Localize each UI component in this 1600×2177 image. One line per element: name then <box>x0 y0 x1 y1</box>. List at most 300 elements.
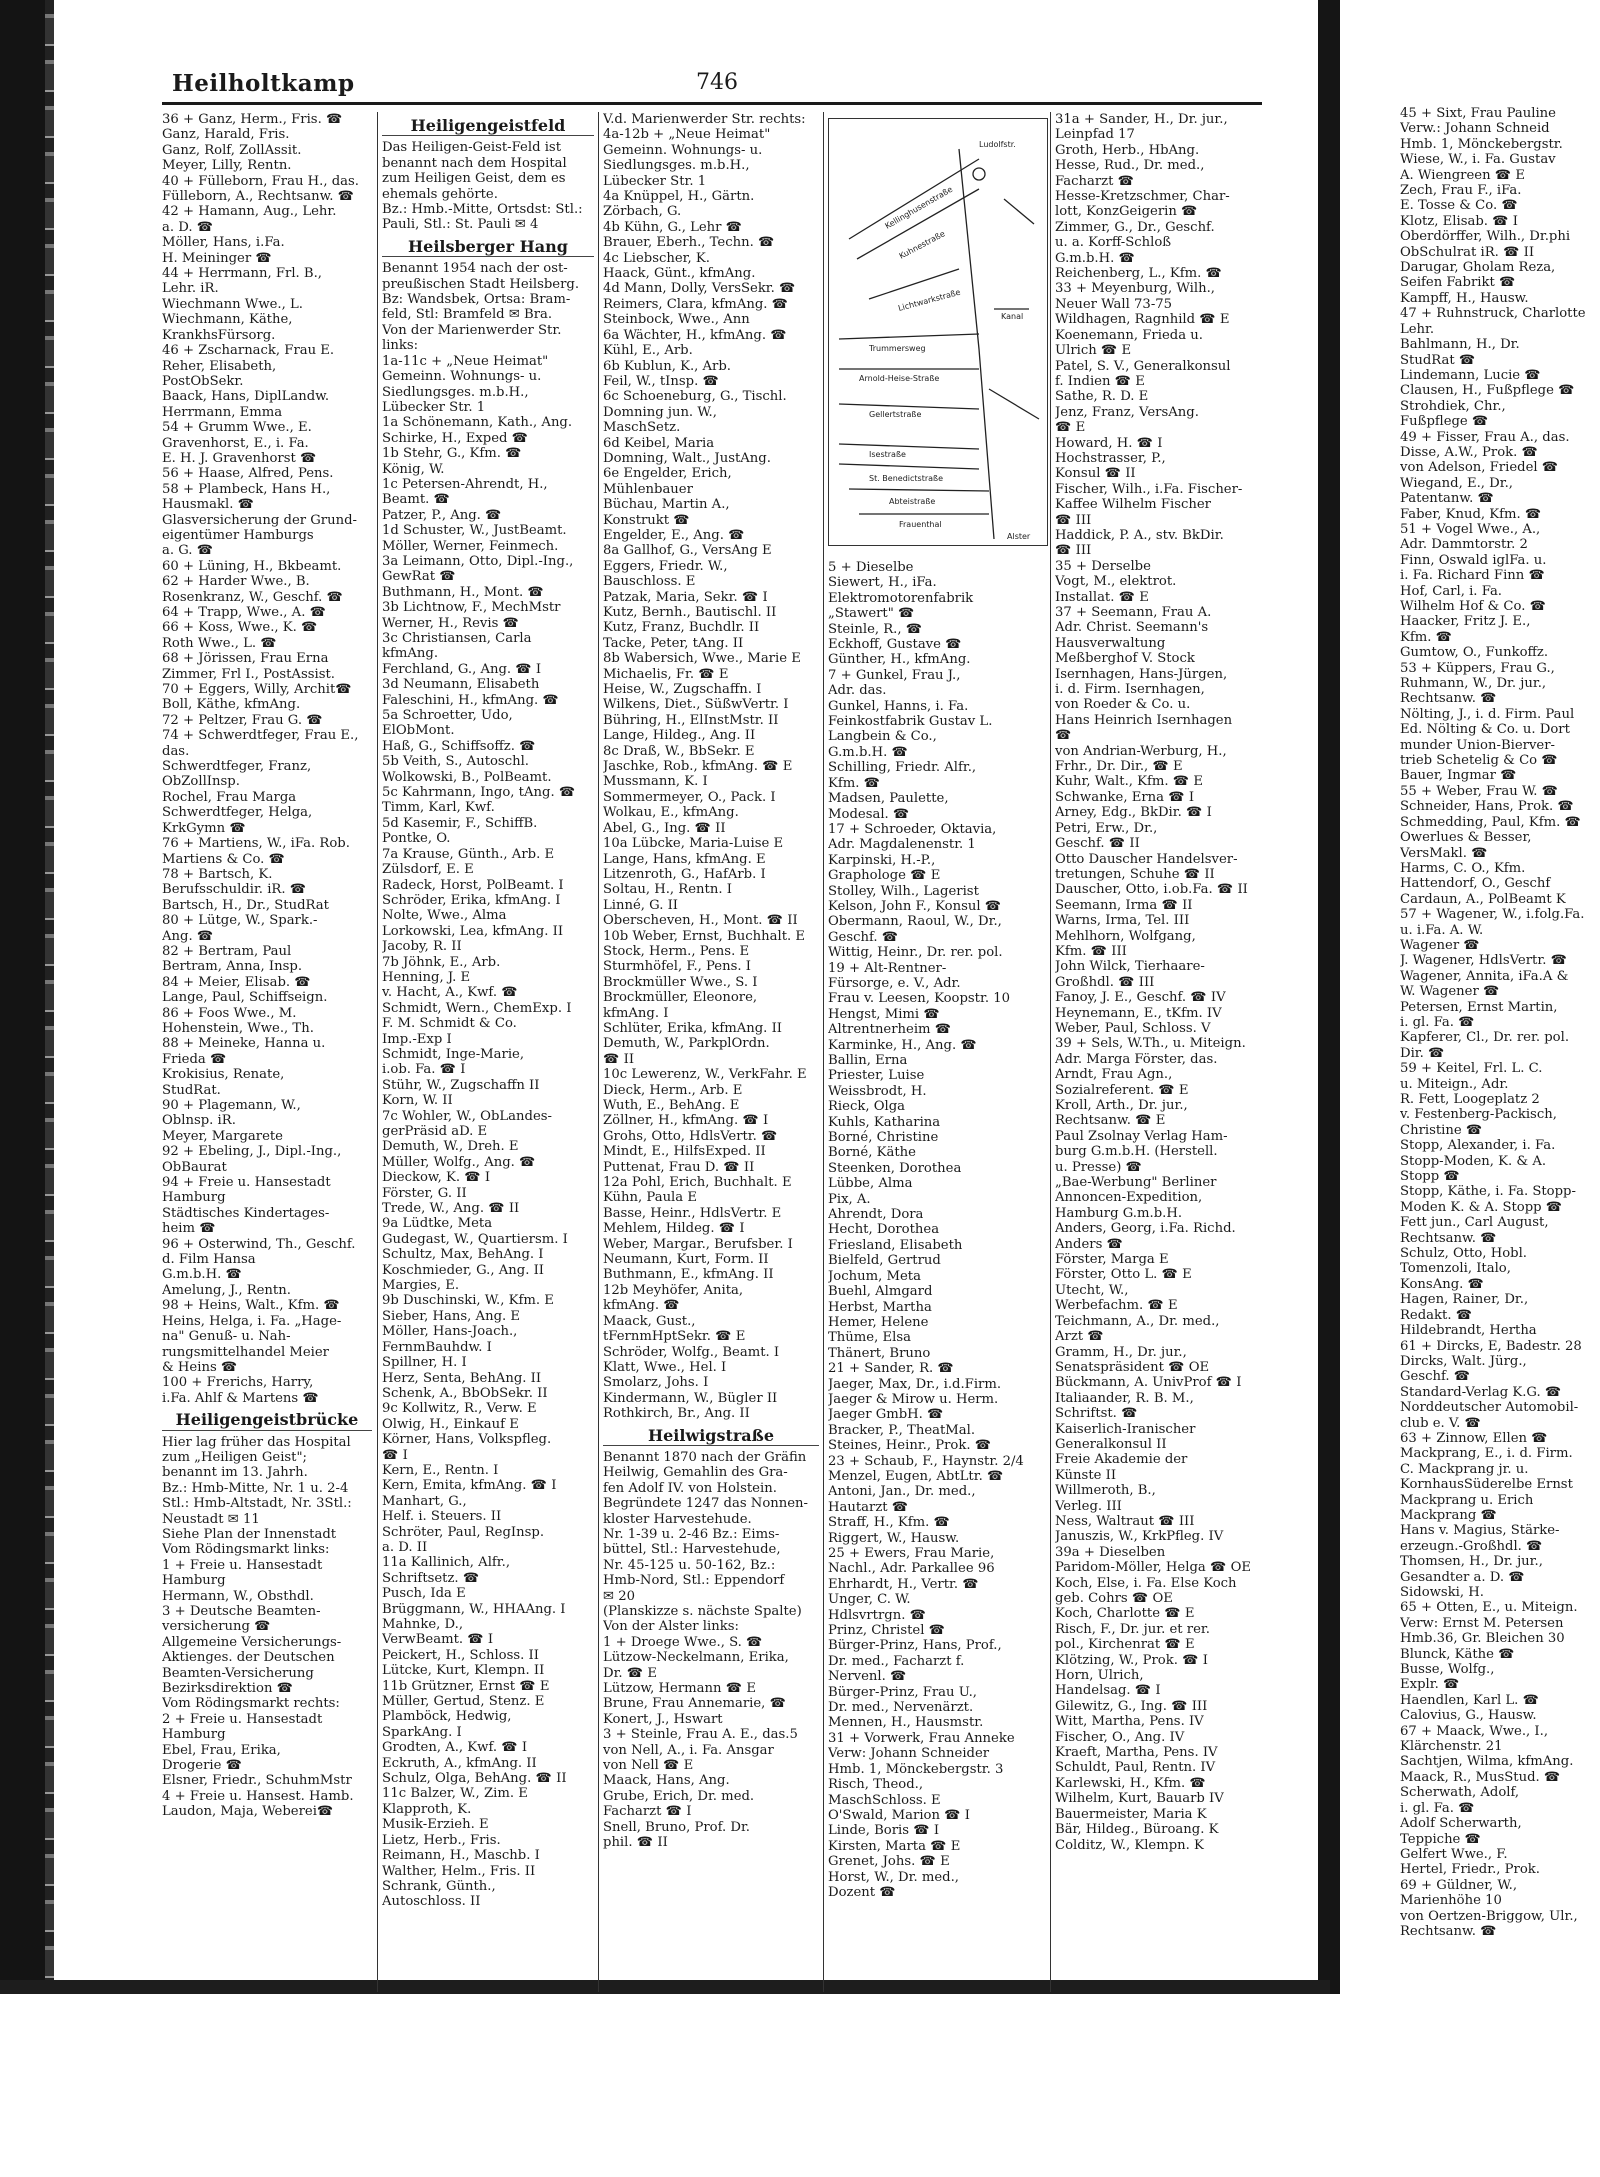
directory-entry: J. Wagener, HdlsVertr. ☎ <box>1400 953 1568 969</box>
directory-entry: Paul Zsolnay Verlag Ham- <box>1055 1128 1228 1144</box>
directory-entry: 47 + Ruhnstruck, Charlotte <box>1400 306 1586 322</box>
directory-entry: v. Hacht, A., Kwf. ☎ <box>382 985 518 1001</box>
directory-entry: Brüggmann, W., HHAAng. I <box>382 1601 566 1617</box>
directory-entry: Wiese, W., i. Fa. Gustav <box>1400 152 1556 168</box>
directory-entry: Norddeutscher Automobil- <box>1400 1400 1579 1416</box>
directory-entry: von Adelson, Friedel ☎ <box>1400 460 1559 476</box>
directory-entry: Verw.: Johann Schneid <box>1400 121 1550 137</box>
directory-entry: Wagener, Annita, iFa.A & <box>1400 968 1569 984</box>
directory-entry: Domning, Walt., JustAng. <box>603 450 771 466</box>
directory-entry: Hmb. 1, Mönckebergstr. 3 <box>828 1761 1004 1777</box>
directory-entry: Soltau, H., Rentn. I <box>603 882 732 898</box>
directory-entry: Hmb. 1, Mönckebergstr. <box>1400 136 1563 152</box>
directory-entry: u. Miteign., Adr. <box>1400 1076 1509 1092</box>
directory-entry: KrankhsFürsorg. <box>162 327 276 343</box>
directory-entry: Brockmüller Wwe., S. I <box>603 974 758 990</box>
directory-entry: Finn, Oswald iglFa. u. <box>1400 552 1547 568</box>
directory-entry: Kroll, Arth., Dr. jur., <box>1055 1098 1188 1113</box>
directory-entry: Hamburg <box>162 1727 226 1743</box>
directory-entry: Darugar, Gholam Reza, <box>1400 260 1556 276</box>
directory-entry: Kühl, E., Arb. <box>603 343 693 359</box>
directory-entry: Buthmann, H., Mont. ☎ <box>382 584 544 600</box>
directory-entry: 63 + Zinnow, Ellen ☎ <box>1400 1430 1548 1446</box>
directory-entry: Arney, Edg., BkDir. ☎ I <box>1055 805 1212 821</box>
directory-entry: 11a Kallinich, Alfr., <box>382 1555 511 1571</box>
directory-entry: 3c Christiansen, Carla <box>382 631 532 646</box>
directory-entry: ☎ III <box>1055 543 1092 559</box>
directory-column-1 <box>162 112 372 1820</box>
directory-entry: Helf. i. Steuers. II <box>382 1509 502 1525</box>
directory-entry: E. H. J. Gravenhorst ☎ <box>162 450 317 466</box>
directory-entry: 1 + Freie u. Hansestadt <box>162 1557 323 1573</box>
directory-entry: 100 + Frerichs, Harry, <box>162 1375 314 1391</box>
directory-entry: MaschSetz. <box>603 420 681 436</box>
directory-entry: Vom Rödingsmarkt links: <box>162 1542 330 1558</box>
directory-entry: GewRat ☎ <box>382 569 456 585</box>
directory-entry: Hildebrandt, Hertha <box>1400 1323 1537 1339</box>
directory-entry: Ang. ☎ <box>162 928 214 944</box>
directory-entry: Paridom-Möller, Helga ☎ OE <box>1055 1560 1252 1576</box>
directory-entry: V.d. Marienwerder Str. rechts: <box>603 112 806 127</box>
directory-entry: „Bae-Werbung" Berliner <box>1055 1175 1217 1191</box>
directory-entry: Nr. 45-125 u. 50-162, Bz.: <box>603 1557 776 1573</box>
directory-entry: Bär, Hildeg., Büroang. K <box>1055 1822 1219 1838</box>
svg-text:Abteistraße: Abteistraße <box>889 497 936 506</box>
directory-entry: Patzer, P., Ang. ☎ <box>382 507 502 523</box>
directory-entry: Sidowski, H. <box>1400 1585 1484 1600</box>
directory-entry: Henning, J. E <box>382 969 471 985</box>
directory-entry: Hesse-Kretzschmer, Char- <box>1055 189 1230 205</box>
scan-bottom-edge <box>0 1980 1330 1994</box>
directory-entry: 6d Keibel, Maria <box>603 435 715 451</box>
directory-entry: Wolkau, E., kfmAng. <box>603 805 739 821</box>
directory-entry: ehemals gehörte. <box>382 186 498 202</box>
directory-entry: 69 + Güldner, W., <box>1400 1877 1518 1893</box>
directory-entry: Drogerie ☎ <box>162 1758 243 1774</box>
directory-entry: 64 + Trapp, Wwe., A. ☎ <box>162 605 327 620</box>
directory-entry: Gemeinn. Wohnungs- u. <box>382 369 542 385</box>
directory-entry: u. i.Fa. A. W. <box>1400 922 1484 938</box>
directory-entry: Frieda ☎ <box>162 1051 227 1067</box>
directory-entry: Gravenhorst, E., i. Fa. <box>162 435 309 451</box>
directory-entry: Demuth, W., Dreh. E <box>382 1139 519 1155</box>
directory-entry: Meyer, Lilly, Rentn. <box>162 158 292 174</box>
directory-entry: Förster, G. II <box>382 1185 467 1201</box>
directory-entry: Borné, Käthe <box>828 1145 916 1161</box>
directory-entry: Hermann, W., Obsthdl. <box>162 1588 314 1604</box>
directory-entry: 2 + Freie u. Hansestadt <box>162 1711 323 1727</box>
directory-entry: Weber, Margar., Berufsber. I <box>603 1236 793 1252</box>
directory-entry: Colditz, W., Klempn. K <box>1055 1837 1204 1853</box>
directory-entry: Rechtsanw. ☎ <box>1400 1923 1497 1939</box>
directory-entry: Koch, Charlotte ☎ E <box>1055 1606 1195 1622</box>
directory-entry: Verw: Ernst M. Petersen <box>1400 1615 1564 1631</box>
directory-entry: & Heins ☎ <box>162 1359 238 1375</box>
directory-entry: Cardaun, A., PolBeamt K <box>1400 891 1566 907</box>
directory-entry: Adr. Dammtorstr. 2 <box>1400 537 1528 553</box>
directory-entry: Wittig, Heinr., Dr. rer. pol. <box>828 945 1003 961</box>
directory-entry: Lange, Hans, kfmAng. E <box>603 851 766 867</box>
directory-entry: Gunkel, Hanns, i. Fa. <box>828 698 969 714</box>
directory-entry: das. <box>162 743 190 759</box>
directory-entry: Karminke, H., Ang. ☎ <box>828 1037 977 1053</box>
directory-entry: Langbein & Co., <box>828 729 937 745</box>
directory-entry: Kaffee Wilhelm Fischer <box>1055 497 1211 513</box>
directory-entry: 88 + Meineke, Hanna u. <box>162 1036 326 1052</box>
directory-entry: Petersen, Ernst Martin, <box>1400 999 1558 1015</box>
directory-entry: Kern, E., Rentn. I <box>382 1462 499 1478</box>
directory-entry: d. Film Hansa <box>162 1252 256 1268</box>
directory-entry: 55 + Weber, Frau W. ☎ <box>1400 783 1559 799</box>
directory-entry: 7a Krause, Günth., Arb. E <box>382 846 555 862</box>
directory-entry: Zimmer, Frl I., PostAssist. <box>162 666 335 682</box>
directory-entry: Lütcke, Kurt, Klempn. II <box>382 1663 545 1679</box>
directory-entry: Oblnsp. iR. <box>162 1113 236 1129</box>
directory-entry: Verw: Johann Schneider <box>828 1746 990 1762</box>
directory-entry: Bauer, Ingmar ☎ <box>1400 768 1517 784</box>
directory-entry: Unger, C. W. <box>828 1592 911 1608</box>
directory-entry: Siewert, H., iFa. <box>828 575 937 591</box>
directory-entry: Schmidt, Wern., ChemExp. I <box>382 1000 572 1016</box>
directory-entry: Handelsag. ☎ I <box>1055 1683 1161 1699</box>
directory-entry: Borné, Christine <box>828 1130 939 1146</box>
directory-entry: Zülsdorf, E. E <box>382 862 474 878</box>
directory-entry: Hertel, Friedr., Prok. <box>1400 1862 1540 1878</box>
directory-entry: Stopp ☎ <box>1400 1169 1460 1185</box>
directory-entry: Bezirksdirektion ☎ <box>162 1681 294 1697</box>
directory-entry: 5d Kasemir, F., SchiffB. <box>382 815 538 831</box>
directory-entry: feld, Stl: Bramfeld ✉ Bra. <box>382 307 553 323</box>
directory-entry: Kaiserlich-Iranischer <box>1055 1421 1196 1437</box>
directory-entry: Brune, Frau Annemarie, ☎ <box>603 1696 786 1712</box>
directory-entry: R. Fett, Loogeplatz 2 <box>1400 1092 1540 1107</box>
directory-entry: von Andrian-Werburg, H., <box>1055 743 1227 759</box>
directory-entry: 1a Schönemann, Kath., Ang. <box>382 415 573 431</box>
directory-entry: Explr. ☎ <box>1400 1677 1460 1693</box>
directory-entry: Dieckow, K. ☎ I <box>382 1170 491 1186</box>
directory-entry: geb. Cohrs ☎ OE <box>1055 1591 1173 1606</box>
directory-entry: i. d. Firm. Isernhagen, <box>1055 682 1205 698</box>
directory-entry: Wiechmann Wwe., L. <box>162 296 303 312</box>
directory-entry: Priester, Luise <box>828 1068 925 1084</box>
directory-entry: Wilhelm, Kurt, Bauarb IV <box>1055 1791 1224 1807</box>
directory-entry: W. Wagener ☎ <box>1400 984 1500 1000</box>
directory-entry: Hier lag früher das Hospital <box>162 1434 351 1450</box>
directory-entry: Klötzing, W., Prok. ☎ I <box>1055 1652 1208 1668</box>
directory-entry: Mehlhorn, Wolfgang, <box>1055 928 1196 944</box>
directory-entry: Schröter, Paul, RegInsp. <box>382 1524 545 1540</box>
scan-edge-texture <box>45 0 54 1980</box>
directory-entry: a. D. II <box>382 1539 428 1555</box>
directory-entry: 39a + Dieselben <box>1055 1544 1166 1560</box>
directory-entry: Kfm. ☎ <box>1400 629 1453 645</box>
directory-entry: Förster, Marga E <box>1055 1252 1169 1268</box>
directory-entry: preußischen Stadt Heilsberg. <box>382 276 580 292</box>
directory-entry: Vogt, M., elektrot. <box>1055 574 1177 590</box>
directory-entry: 17 + Schroeder, Oktavia, <box>828 821 997 837</box>
directory-entry: Sommermeyer, O., Pack. I <box>603 789 776 805</box>
directory-entry: Heilwig, Gemahlin des Gra- <box>603 1465 788 1481</box>
directory-entry: von Roeder & Co. u. <box>1055 697 1191 713</box>
directory-entry: Geschf. ☎ <box>828 929 899 945</box>
directory-entry: Moden K. & A. Stopp ☎ <box>1400 1199 1563 1215</box>
directory-entry: 1c Petersen-Ahrendt, H., <box>382 476 548 492</box>
directory-entry: 3b Lichtnow, F., MechMstr <box>382 600 561 616</box>
directory-entry: MaschSchloss. E <box>828 1792 941 1808</box>
directory-entry: Herbst, Martha <box>828 1299 932 1315</box>
directory-entry: Schlüter, Erika, kfmAng. II <box>603 1020 782 1036</box>
directory-entry: Howard, H. ☎ I <box>1055 435 1163 451</box>
svg-text:Isestraße: Isestraße <box>869 450 906 459</box>
directory-entry: Wilhelm Hof & Co. ☎ <box>1400 599 1547 614</box>
directory-entry: Dircks, Walt. Jürg., <box>1400 1353 1527 1369</box>
directory-entry: Jenz, Franz, VersAng. <box>1055 404 1199 420</box>
directory-entry: 92 + Ebeling, J., Dipl.-Ing., <box>162 1144 342 1160</box>
directory-entry: Hecht, Dorothea <box>828 1222 940 1238</box>
directory-entry: Adr. Magdalenenstr. 1 <box>828 837 976 853</box>
directory-entry: Buthmann, E., kfmAng. II <box>603 1267 774 1283</box>
directory-entry: Rechtsanw. ☎ <box>1400 1230 1497 1246</box>
svg-text:Gellertstraße: Gellertstraße <box>869 410 922 419</box>
directory-entry: 4 + Freie u. Hansest. Hamb. <box>162 1788 354 1804</box>
directory-entry: G.m.b.H. ☎ <box>1055 250 1135 266</box>
directory-entry: Otto Dauscher Handelsver- <box>1055 851 1238 867</box>
directory-entry: Schneider, Hans, Prok. ☎ <box>1400 799 1574 815</box>
directory-entry: Stopp, Alexander, i. Fa. <box>1400 1138 1556 1154</box>
directory-entry: Lehr. <box>1400 321 1435 337</box>
directory-entry: Reichenberg, L., Kfm. ☎ <box>1055 266 1222 282</box>
directory-entry: Hans v. Magius, Stärke- <box>1400 1523 1560 1539</box>
directory-entry: i.ob. Fa. ☎ I <box>382 1062 466 1078</box>
directory-entry: Kutz, Franz, Buchdlr. II <box>603 620 760 636</box>
directory-entry: Thänert, Bruno <box>828 1345 931 1361</box>
directory-entry: Körner, Hans, Volkspfleg. <box>382 1432 552 1448</box>
directory-entry: tFernmHptSekr. ☎ E <box>603 1329 746 1345</box>
directory-entry: Schriftsetz. ☎ <box>382 1570 480 1586</box>
directory-entry: 8b Wabersich, Wwe., Marie E <box>603 651 801 667</box>
directory-entry: erzeugn.-Großhdl. ☎ <box>1400 1538 1543 1554</box>
directory-entry: 9a Lüdtke, Meta <box>382 1216 493 1232</box>
directory-entry: Reimann, H., Maschb. I <box>382 1848 540 1864</box>
directory-entry: Hausmakl. ☎ <box>162 497 255 513</box>
directory-entry: 1b Stehr, G., Kfm. ☎ <box>382 446 522 462</box>
directory-entry: Brauer, Eberh., Techn. ☎ <box>603 235 775 251</box>
directory-entry: ☎ III <box>1055 512 1092 528</box>
directory-entry: Feil, W., tInsp. ☎ <box>603 373 719 389</box>
directory-entry: 5b Veith, S., Autoschl. <box>382 754 529 770</box>
directory-entry: Nr. 1-39 u. 2-46 Bz.: Eims- <box>603 1526 780 1542</box>
directory-entry: Ferchland, G., Ang. ☎ I <box>382 661 542 677</box>
directory-entry: ✉ 20 <box>603 1588 636 1604</box>
directory-entry: Christine ☎ <box>1400 1122 1483 1138</box>
directory-entry: 23 + Schaub, F., Haynstr. 2/4 <box>828 1453 1024 1469</box>
directory-entry: Horst, W., Dr. med., <box>828 1869 959 1885</box>
directory-entry: Hamburg G.m.b.H. <box>1055 1205 1183 1221</box>
directory-entry: Müller, Gertud, Stenz. E <box>382 1694 545 1710</box>
directory-entry: Hemer, Helene <box>828 1314 929 1330</box>
directory-entry: Stolley, Wilh., Lagerist <box>828 883 979 899</box>
directory-entry: 56 + Haase, Alfred, Pens. <box>162 466 334 482</box>
street-heading: Heiligengeistbrücke <box>162 1412 372 1430</box>
directory-entry: Risch, Theod., <box>828 1777 924 1793</box>
directory-entry: Möller, Werner, Feinmech. <box>382 538 559 554</box>
directory-entry: Maack, Hans, Ang. <box>603 1773 730 1789</box>
directory-entry: Isernhagen, Hans-Jürgen, <box>1055 666 1228 682</box>
directory-entry: Günther, H., kfmAng. <box>828 652 971 668</box>
directory-entry: ☎ I <box>382 1447 408 1463</box>
directory-entry: Lorkowski, Lea, kfmAng. II <box>382 923 564 939</box>
svg-text:Ludolfstr.: Ludolfstr. <box>979 140 1016 149</box>
directory-entry: „Stawert" ☎ <box>828 606 915 622</box>
directory-entry: Jaeger, Max, Dr., i.d.Firm. <box>828 1376 1002 1392</box>
directory-entry: Wilkens, Diet., SüßwVertr. I <box>603 697 789 713</box>
directory-entry: Clausen, H., Fußpflege ☎ <box>1400 383 1575 399</box>
directory-entry: Eckhoff, Gustave ☎ <box>828 637 962 653</box>
directory-entry: Rothkirch, Br., Ang. II <box>603 1406 750 1422</box>
scan-dark-margin <box>0 0 45 1980</box>
directory-entry: F. M. Schmidt & Co. <box>382 1016 517 1032</box>
directory-entry: Heise, W., Zugschaffn. I <box>603 682 762 698</box>
directory-entry: Lehr. iR. <box>162 281 219 297</box>
directory-entry: Mennen, H., Hausmstr. <box>828 1715 984 1731</box>
directory-entry: 60 + Lüning, H., Bkbeamt. <box>162 558 342 574</box>
directory-entry: Facharzt ☎ I <box>603 1804 692 1820</box>
directory-entry: Puttenat, Frau D. ☎ II <box>603 1159 755 1175</box>
directory-entry: Wuth, E., BehAng. E <box>603 1098 740 1113</box>
directory-entry: Rosenkranz, W., Geschf. ☎ <box>162 589 343 605</box>
directory-entry: Heins, Helga, i. Fa. „Hage- <box>162 1313 342 1329</box>
directory-entry: 42 + Hamann, Aug., Lehr. <box>162 204 337 220</box>
directory-entry: Hamburg <box>162 1190 226 1206</box>
directory-entry: ObBaurat <box>162 1159 227 1175</box>
directory-entry: Rochel, Frau Marga <box>162 789 297 805</box>
directory-entry: 39 + Sels, W.Th., u. Miteign. <box>1055 1036 1246 1052</box>
directory-entry: Laudon, Maja, Weberei☎ <box>162 1804 334 1820</box>
directory-entry: Neumann, Kurt, Form. II <box>603 1252 769 1268</box>
directory-entry: Lange, Paul, Schiffseign. <box>162 990 328 1006</box>
directory-entry: i.Fa. Ahlf & Martens ☎ <box>162 1390 319 1406</box>
directory-entry: Zöllner, H., kfmAng. ☎ I <box>603 1113 769 1129</box>
directory-entry: 1d Schuster, W., JustBeamt. <box>382 523 567 539</box>
directory-entry: Schwerdtfeger, Franz, <box>162 759 312 775</box>
directory-entry: 54 + Grumm Wwe., E. <box>162 420 312 436</box>
directory-entry: Peickert, H., Schloss. II <box>382 1647 539 1663</box>
directory-entry: Neustadt ✉ 11 <box>162 1511 260 1527</box>
directory-entry: Martiens & Co. ☎ <box>162 851 285 867</box>
directory-entry: Linde, Boris ☎ I <box>828 1823 940 1839</box>
directory-entry: Karlewski, H., Kfm. ☎ <box>1055 1775 1206 1791</box>
svg-text:Kanal: Kanal <box>1001 312 1024 321</box>
directory-entry: Brockmüller, Eleonore, <box>603 990 758 1006</box>
directory-entry: 86 + Foos Wwe., M. <box>162 1005 297 1021</box>
directory-entry: Aktienges. der Deutschen <box>162 1650 335 1666</box>
directory-entry: Eggers, Friedr. W., <box>603 558 728 574</box>
directory-entry: Koenemann, Frieda u. <box>1055 327 1203 343</box>
directory-entry: Anders ☎ <box>1055 1236 1123 1252</box>
directory-entry: H. Meininger ☎ <box>162 250 272 266</box>
directory-entry: Ehrhardt, H., Vertr. ☎ <box>828 1576 979 1592</box>
directory-entry: Nölting, J., i. d. Firm. Paul <box>1400 706 1575 722</box>
directory-entry: ElObMont. <box>382 723 455 739</box>
directory-entry: Klärchenstr. 21 <box>1400 1739 1503 1755</box>
directory-entry: 3a Leimann, Otto, Dipl.-Ing., <box>382 553 574 569</box>
directory-entry: Michaelis, Fr. ☎ E <box>603 666 729 682</box>
directory-entry: Dr. med., Nervenärzt. <box>828 1700 974 1716</box>
directory-entry: Friesland, Elisabeth <box>828 1237 963 1253</box>
directory-entry: Schulz, Otto, Hobl. <box>1400 1246 1527 1262</box>
street-heading: Heilwigstraße <box>603 1428 819 1446</box>
directory-entry: kfmAng. I <box>603 1005 669 1021</box>
directory-entry: Amelung, J., Rentn. <box>162 1282 291 1298</box>
directory-entry: G.m.b.H. ☎ <box>162 1267 242 1283</box>
directory-entry: Korn, W. II <box>382 1093 453 1109</box>
directory-entry: Wiegand, E., Dr., <box>1400 475 1513 491</box>
directory-entry: Gelfert Wwe., F. <box>1400 1846 1508 1862</box>
directory-entry: Ulrich ☎ E <box>1055 343 1132 359</box>
directory-entry: Scherwath, Adolf, <box>1400 1785 1520 1801</box>
svg-text:Alster: Alster <box>1007 532 1031 541</box>
directory-entry: 84 + Meier, Elisab. ☎ <box>162 974 311 990</box>
directory-entry: ☎ II <box>603 1051 635 1067</box>
directory-entry: 1a-11c + „Neue Heimat" <box>382 353 549 369</box>
directory-entry: 72 + Peltzer, Frau G. ☎ <box>162 712 323 728</box>
directory-entry: Herz, Senta, BehAng. II <box>382 1370 542 1386</box>
directory-entry: Straff, H., Kfm. ☎ <box>828 1515 950 1531</box>
directory-entry: 4a-12b + „Neue Heimat" <box>603 127 771 143</box>
directory-entry: Wiechmann, Käthe, <box>162 312 293 328</box>
directory-entry: Busse, Wolfg., <box>1400 1662 1495 1678</box>
directory-entry: Hautarzt ☎ <box>828 1499 909 1515</box>
directory-entry: Lübbe, Alma <box>828 1176 913 1192</box>
directory-entry: Hagen, Rainer, Dr., <box>1400 1292 1529 1308</box>
directory-entry: Mackprang u. Erich <box>1400 1492 1534 1508</box>
directory-entry: Stopp-Moden, K. & A. <box>1400 1153 1547 1169</box>
directory-entry: Timm, Karl, Kwf. <box>382 800 495 816</box>
directory-entry: Von der Alster links: <box>603 1619 739 1635</box>
directory-entry: Siehe Plan der Innenstadt <box>162 1526 337 1542</box>
directory-entry: Annoncen-Expedition, <box>1055 1190 1203 1206</box>
directory-entry: Teppiche ☎ <box>1400 1831 1481 1847</box>
directory-entry: eigentümer Hamburgs <box>162 527 314 543</box>
directory-entry: Teichmann, A., Dr. med., <box>1055 1313 1220 1329</box>
directory-entry: Müller, Wolfg., Ang. ☎ <box>382 1154 536 1170</box>
directory-entry: Bartsch, H., Dr., StudRat <box>162 897 329 913</box>
directory-entry: i. Fa. Richard Finn ☎ <box>1400 568 1545 584</box>
directory-entry: Ganz, Harald, Fris. <box>162 127 290 143</box>
directory-entry: Geschf. ☎ <box>1400 1369 1471 1385</box>
directory-entry: Zech, Frau F., iFa. <box>1400 183 1522 199</box>
directory-entry: Städtisches Kindertages- <box>162 1205 330 1221</box>
directory-entry: Grohs, Otto, HdlsVertr. ☎ <box>603 1128 778 1144</box>
directory-column-5 <box>1055 112 1313 1853</box>
directory-entry: John Wilck, Tierhaare- <box>1055 959 1205 975</box>
directory-entry: Büchau, Martin A., <box>603 497 730 513</box>
directory-entry: Buehl, Almgard <box>828 1284 933 1300</box>
directory-entry: Mindt, E., HilfsExped. II <box>603 1144 766 1160</box>
directory-entry: 40 + Fülleborn, Frau H., das. <box>162 173 360 189</box>
street-sketch-map <box>828 118 1048 546</box>
directory-entry: Mackprang ☎ <box>1400 1507 1497 1523</box>
directory-entry: Freie Akademie der <box>1055 1452 1188 1468</box>
directory-entry: 3d Neumann, Elisabeth <box>382 677 540 693</box>
directory-entry: Patzak, Maria, Sekr. ☎ I <box>603 589 768 605</box>
directory-entry: Haack, Günt., kfmAng. <box>603 266 756 282</box>
directory-entry: Benannt 1954 nach der ost- <box>382 261 568 277</box>
directory-entry: Linné, G. II <box>603 897 679 913</box>
directory-entry: Stl.: Hmb-Altstadt, Nr. 3Stl.: <box>162 1496 352 1512</box>
directory-entry: Sachtjen, Wilma, kfmAng. <box>1400 1754 1574 1770</box>
directory-entry: Mehlem, Hildeg. ☎ I <box>603 1221 745 1237</box>
